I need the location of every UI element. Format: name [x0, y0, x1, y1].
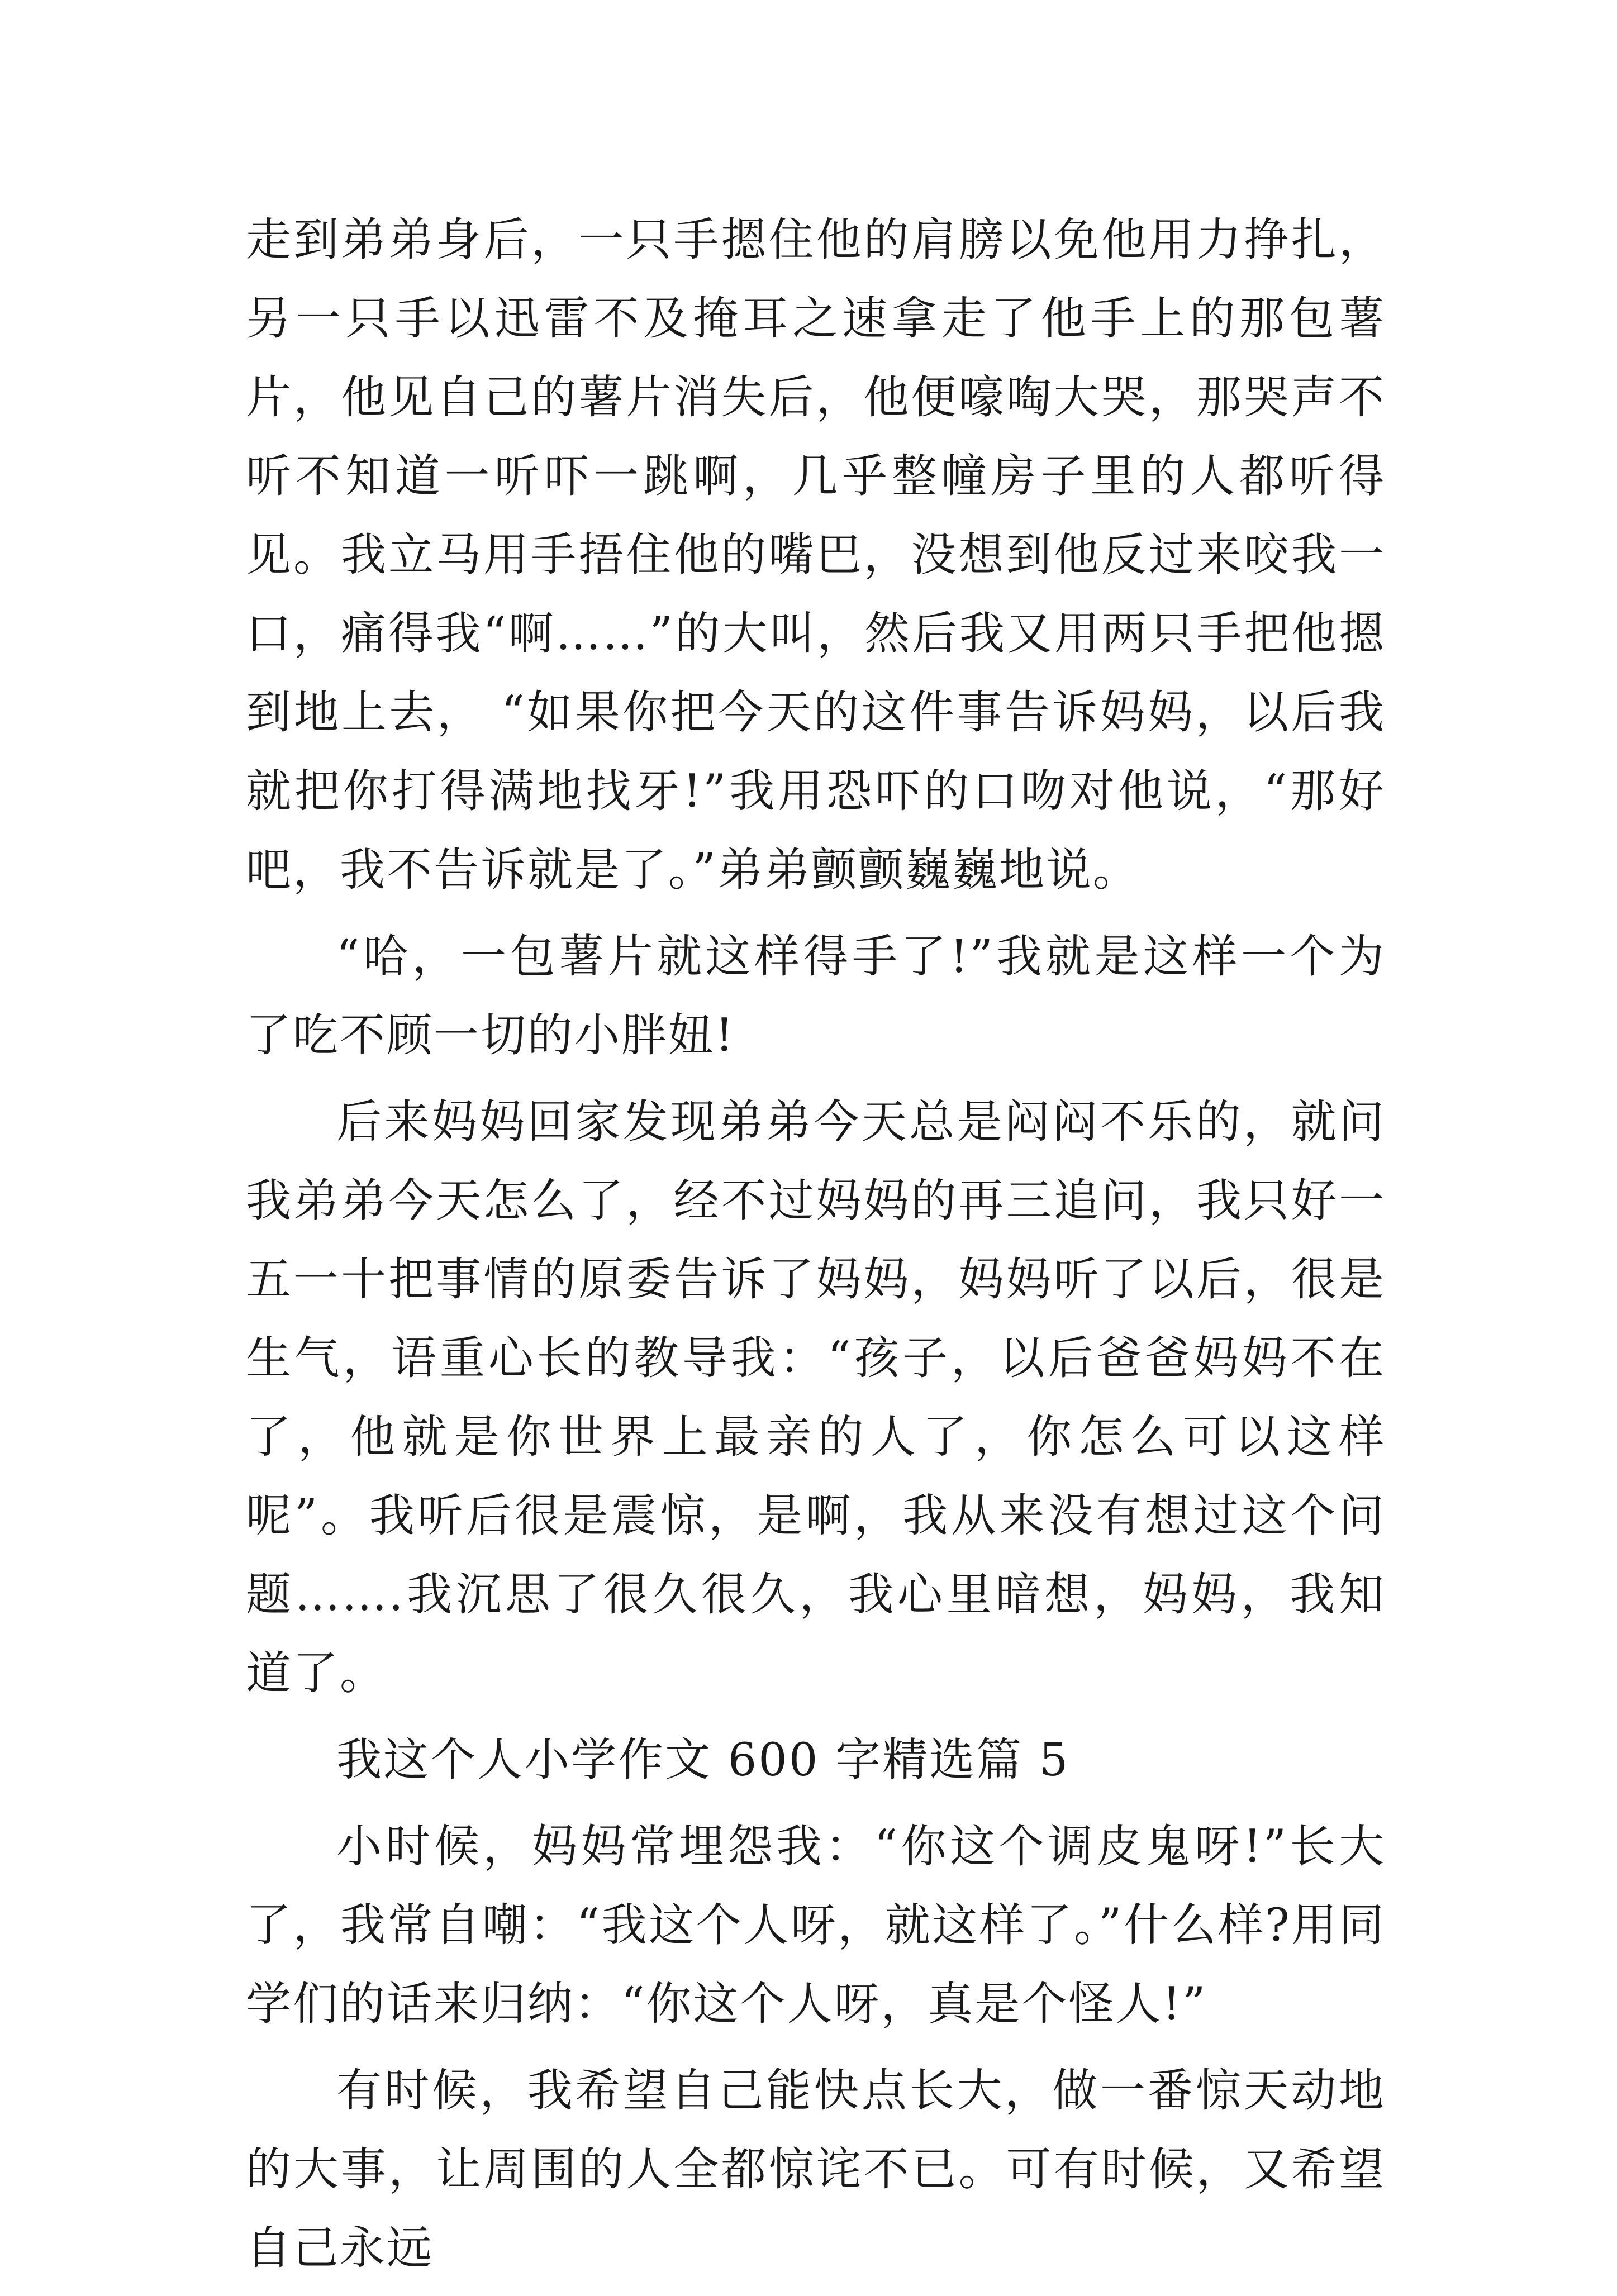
paragraph: “哈，一包薯片就这样得手了!”我就是这样一个为了吃不顾一切的小胖妞! — [246, 931, 1386, 1062]
paragraph-continuation: 走到弟弟身后，一只手摁住他的肩膀以免他用力挣扎，另一只手以迅雷不及掩耳之速拿走了他手上的那包薯片，他见自己的薯片消失后，他便嚎啕大哭，那哭声不听不知道一听吓一跳啊，几乎整幢房子里的人都听得见。我立马用手捂住他的嘴巴，没想到他反过来咬我一口，痛得我“啊……”的大叫，然后我又用两只手把他摁到地上去， “如果你把今天的这件事告诉妈妈，以后我就把你打得满地找牙!”我用恐吓的口吻对他说，“那好吧，我不告诉就是了。”弟弟颤颤巍巍地说。 — [246, 214, 1386, 897]
paragraph: 小时候，妈妈常埋怨我：“你这个调皮鬼呀!”长大了，我常自嘲：“我这个人呀，就这样了。”什么样?用同学们的话来归纳：“你这个人呀，真是个怪人!” — [246, 1821, 1386, 2031]
section-heading: 我这个人小学作文 600 字精选篇 5 — [336, 1734, 1070, 1787]
document-body — [246, 201, 1386, 2296]
paragraph: 后来妈妈回家发现弟弟今天总是闷闷不乐的，就问我弟弟今天怎么了，经不过妈妈的再三追问，我只好一五一十把事情的原委告诉了妈妈，妈妈听了以后，很是生气，语重心长的教导我：“孩子，以后爸爸妈妈不在了，他就是你世界上最亲的人了，你怎么可以这样呢”。我听后很是震惊，是啊，我从来没有想过这个问题…….我沉思了很久很久，我心里暗想，妈妈，我知道了。 — [246, 1096, 1386, 1700]
paragraph: 有时候，我希望自己能快点长大，做一番惊天动地的大事，让周围的人全都惊诧不已。可有时候，又希望自己永远 — [246, 2065, 1386, 2275]
